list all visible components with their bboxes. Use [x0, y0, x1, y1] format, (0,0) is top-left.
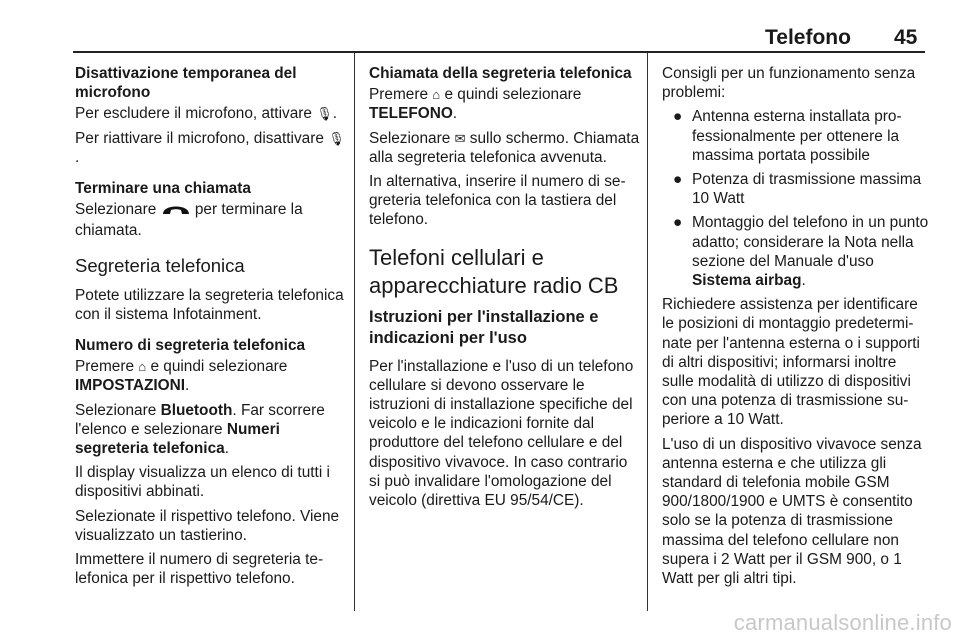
column-divider-2 [647, 53, 648, 611]
page-title: Telefono [765, 26, 851, 49]
microphone-off-icon: 🎙 [316, 106, 333, 122]
list-item: ● Antenna esterna installata professionalmente per ottenere la massima portata possibile [673, 108, 902, 164]
page-number: 45 [894, 26, 918, 49]
heading-installation: Istruzioni per l'installazione e indicazioni per l'uso [369, 307, 599, 347]
paragraph-press-home-phone: Premere ⌂ e quindi selezionare TELEFONO. [369, 86, 582, 123]
list-item: ● Potenza di trasmissione massima 10 Watt [673, 171, 922, 208]
microphone-off-icon: 🎙 [328, 130, 345, 146]
hang-up-icon [161, 202, 191, 221]
paragraph-enter-number: Immettere il numero di segreteria telefonica per il rispettivo telefono. [75, 551, 324, 588]
airbag-reference: Sistema airbag [692, 272, 802, 290]
paragraph-handsfree: L'uso di un dispositivo vivavoce senza antenna esterna e che utilizza gli standard di telefonia mobile GSM 900/1800/1900 e UMTS è consentito solo se la potenza di trasmissione massima del telefono cellulare non supera i 2 Watt per il GSM 900, o 1 Watt per gli altri tipi. [662, 435, 922, 588]
paragraph-tips: Consigli per un funzionamento senza problemi: [662, 65, 916, 102]
heading-end-call: Terminare una chiamata [75, 180, 251, 198]
paragraph-mute-on: Per escludere il microfono, attivare 🎙. [75, 105, 338, 123]
heading-call-voicemail: Chiamata della segreteria telefonica [369, 65, 632, 82]
paragraph-mute-off: Per riattivare il microfono, disattivare 🎙. [75, 129, 345, 166]
voicemail-icon: ✉ [454, 130, 466, 146]
paragraph-installation: Per l'installazione e l'uso di un telefono cellulare si devono osservare le istruzioni di installazione specifiche del veicolo e le indicazioni fornite dal produttore del telefono cellulare e del dispositivo vivavoce. In caso contrario si può invalidare l'omologazione del veicolo (direttiva EU 95/54/CE). [369, 357, 634, 510]
paragraph-assistance: Richiedere assistenza per identificare le posizioni di montaggio predeterminate per l'antenna esterna o i supporti di altri dispositivi; informarsi inoltre sulle modalità di utilizzo di dispositivi con una potenza di trasmissione superiore a 10 Watt. [662, 296, 920, 429]
paragraph-alternative: In alternativa, inserire il numero di segreteria telefonica con la tastiera del telefono. [369, 173, 626, 229]
paragraph-select-voicemail: Selezionare ✉ sullo schermo. Chiamata alla segreteria telefonica avvenuta. [369, 129, 640, 166]
paragraph-select-phone: Selezionate il rispettivo telefono. Viene visualizzato un tastierino. [75, 507, 340, 544]
heading-mobile-phones: Telefoni cellulari e apparecchiature radio CB [369, 244, 619, 298]
column-divider-1 [354, 53, 355, 611]
home-icon: ⌂ [138, 359, 147, 375]
column-3 [662, 64, 930, 593]
home-icon: ⌂ [432, 87, 441, 103]
paragraph-press-home: Premere ⌂ e quindi selezionare IMPOSTAZIONI. [75, 358, 288, 395]
header-rule [73, 51, 925, 53]
column-1 [75, 64, 347, 593]
paragraph-voicemail-intro: Potete utilizzare la segreteria telefonica con il sistema Infotainment. [75, 286, 344, 323]
heading-mute: Disattivazione temporanea del microfono [75, 65, 297, 102]
heading-voicemail-number: Numero di segreteria telefonica [75, 337, 306, 355]
list-item: ● Montaggio del telefono in un punto adatto; considerare la Nota nella sezione del Manuale d'uso Sistema airbag. [673, 214, 929, 290]
heading-voicemail: Segreteria telefonica [75, 254, 245, 276]
tips-list [662, 107, 930, 290]
paragraph-device-list: Il display visualizza un elenco di tutti i dispositivi abbinati. [75, 464, 330, 501]
column-2 [369, 64, 641, 515]
watermark: carmanualsonline.info [733, 610, 952, 635]
paragraph-select-bluetooth: Selezionare Bluetooth. Far scorrere l'elenco e selezionare Numeri segreteria telefonica. [75, 401, 325, 458]
paragraph-end-call: Selezionare per terminare la chiamata. [75, 201, 303, 240]
